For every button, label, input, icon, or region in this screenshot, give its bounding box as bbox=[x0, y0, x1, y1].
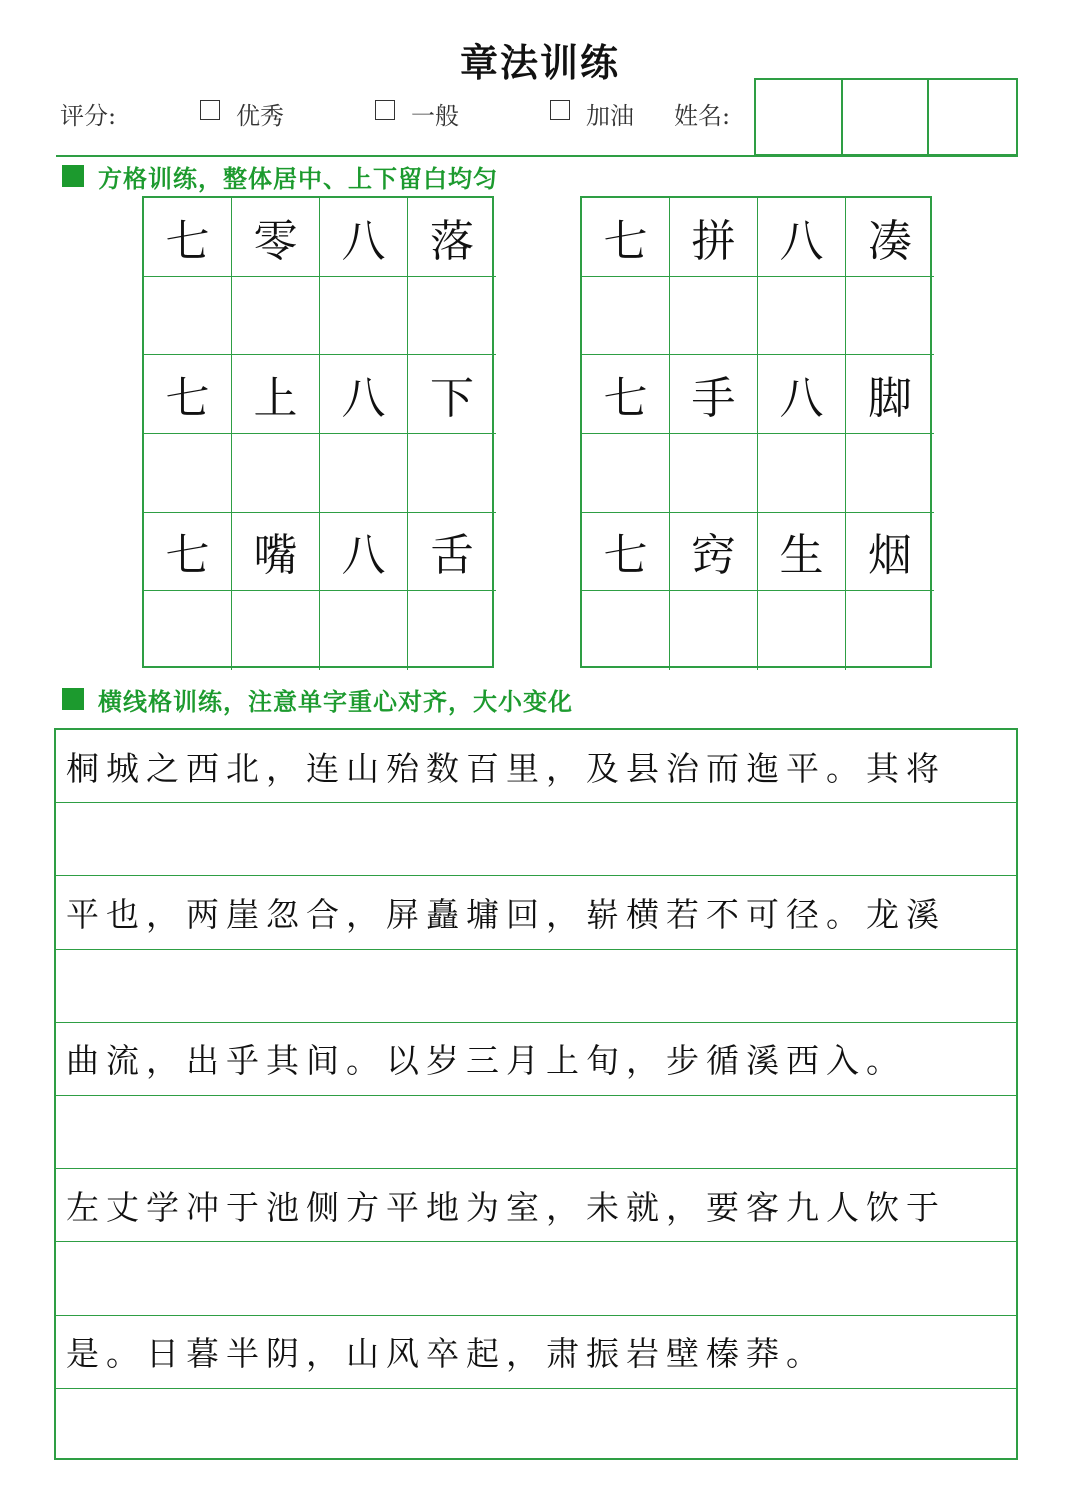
grid-cell[interactable]: 凑 bbox=[846, 198, 934, 277]
grid-cell[interactable] bbox=[232, 434, 320, 513]
checkbox-keep-going[interactable] bbox=[550, 100, 570, 120]
option-average-label: 一般 bbox=[411, 102, 459, 130]
section-heading-lines bbox=[62, 683, 573, 715]
grid-cell[interactable]: 七 bbox=[144, 198, 232, 277]
page-title: 章法训练 bbox=[459, 40, 620, 85]
grid-cell[interactable] bbox=[670, 591, 758, 670]
grid-cell[interactable] bbox=[320, 277, 408, 356]
practice-grid-right bbox=[580, 196, 932, 668]
option-keep-going-label: 加油 bbox=[586, 102, 634, 130]
grid-cell[interactable] bbox=[846, 434, 934, 513]
grid-cell[interactable]: 生 bbox=[758, 513, 846, 592]
grid-cell[interactable]: 七 bbox=[582, 513, 670, 592]
grid-cell[interactable] bbox=[320, 591, 408, 670]
option-excellent-label: 优秀 bbox=[236, 102, 284, 130]
checkbox-excellent[interactable] bbox=[200, 100, 220, 120]
grid-cell[interactable]: 拼 bbox=[670, 198, 758, 277]
grid-cell[interactable] bbox=[408, 277, 496, 356]
grid-cell[interactable]: 七 bbox=[144, 513, 232, 592]
grid-cell[interactable] bbox=[582, 277, 670, 356]
writing-line[interactable]: 左丈学冲于池侧方平地为室，未就，要客九人饮于 bbox=[56, 1169, 1016, 1242]
grid-cell[interactable] bbox=[144, 434, 232, 513]
name-box[interactable] bbox=[756, 80, 843, 154]
grid-cell[interactable] bbox=[582, 434, 670, 513]
grid-cell[interactable] bbox=[670, 277, 758, 356]
grid-cell[interactable] bbox=[846, 277, 934, 356]
writing-line[interactable] bbox=[56, 1242, 1016, 1315]
writing-line[interactable] bbox=[56, 803, 1016, 876]
grid-cell[interactable]: 八 bbox=[758, 198, 846, 277]
grid-cell[interactable]: 零 bbox=[232, 198, 320, 277]
section-heading-text: 方格训练，整体居中、上下留白均匀 bbox=[98, 163, 498, 193]
score-label: 评分: bbox=[60, 102, 117, 130]
grid-cell[interactable]: 下 bbox=[408, 355, 496, 434]
section-heading-grid bbox=[62, 160, 498, 192]
grid-cell[interactable]: 八 bbox=[320, 355, 408, 434]
lined-practice-area bbox=[54, 728, 1018, 1460]
grid-cell[interactable]: 脚 bbox=[846, 355, 934, 434]
grid-cell[interactable]: 窍 bbox=[670, 513, 758, 592]
grid-cell[interactable]: 舌 bbox=[408, 513, 496, 592]
grid-cell[interactable] bbox=[758, 434, 846, 513]
grid-cell[interactable] bbox=[144, 277, 232, 356]
grid-cell[interactable]: 八 bbox=[320, 198, 408, 277]
grid-cell[interactable] bbox=[846, 591, 934, 670]
grid-cell[interactable] bbox=[408, 591, 496, 670]
grid-cell[interactable] bbox=[758, 277, 846, 356]
writing-line[interactable] bbox=[56, 1096, 1016, 1169]
writing-line[interactable] bbox=[56, 950, 1016, 1023]
grid-cell[interactable] bbox=[232, 591, 320, 670]
grid-cell[interactable]: 手 bbox=[670, 355, 758, 434]
grid-cell[interactable]: 嘴 bbox=[232, 513, 320, 592]
grid-cell[interactable] bbox=[670, 434, 758, 513]
writing-line[interactable]: 曲流，出乎其间。以岁三月上旬，步循溪西入。 bbox=[56, 1023, 1016, 1096]
grid-cell[interactable] bbox=[408, 434, 496, 513]
practice-grid-left bbox=[142, 196, 494, 668]
grid-cell[interactable] bbox=[758, 591, 846, 670]
name-box[interactable] bbox=[929, 80, 1016, 154]
grid-cell[interactable]: 烟 bbox=[846, 513, 934, 592]
square-bullet-icon bbox=[62, 165, 84, 187]
square-bullet-icon bbox=[62, 688, 84, 710]
name-box[interactable] bbox=[843, 80, 930, 154]
header-divider bbox=[56, 155, 1018, 157]
writing-line[interactable]: 桐城之西北，连山殆数百里，及县治而迤平。其将 bbox=[56, 730, 1016, 803]
grid-cell[interactable]: 上 bbox=[232, 355, 320, 434]
grid-cell[interactable]: 落 bbox=[408, 198, 496, 277]
grid-cell[interactable] bbox=[232, 277, 320, 356]
grid-cell[interactable]: 七 bbox=[582, 198, 670, 277]
grid-cell[interactable] bbox=[320, 434, 408, 513]
grid-cell[interactable]: 八 bbox=[758, 355, 846, 434]
writing-line[interactable]: 是。日暮半阴，山风卒起，肃振岩壁榛莽。 bbox=[56, 1316, 1016, 1389]
grid-cell[interactable] bbox=[144, 591, 232, 670]
grid-cell[interactable]: 七 bbox=[582, 355, 670, 434]
grid-cell[interactable]: 七 bbox=[144, 355, 232, 434]
grid-cell[interactable] bbox=[582, 591, 670, 670]
section-heading-text: 横线格训练，注意单字重心对齐，大小变化 bbox=[98, 686, 573, 716]
writing-line[interactable] bbox=[56, 1389, 1016, 1462]
writing-line[interactable]: 平也，两崖忽合，屏矗墉回，崭横若不可径。龙溪 bbox=[56, 876, 1016, 949]
name-boxes bbox=[754, 78, 1018, 156]
grid-cell[interactable]: 八 bbox=[320, 513, 408, 592]
name-label: 姓名: bbox=[674, 102, 731, 130]
checkbox-average[interactable] bbox=[375, 100, 395, 120]
